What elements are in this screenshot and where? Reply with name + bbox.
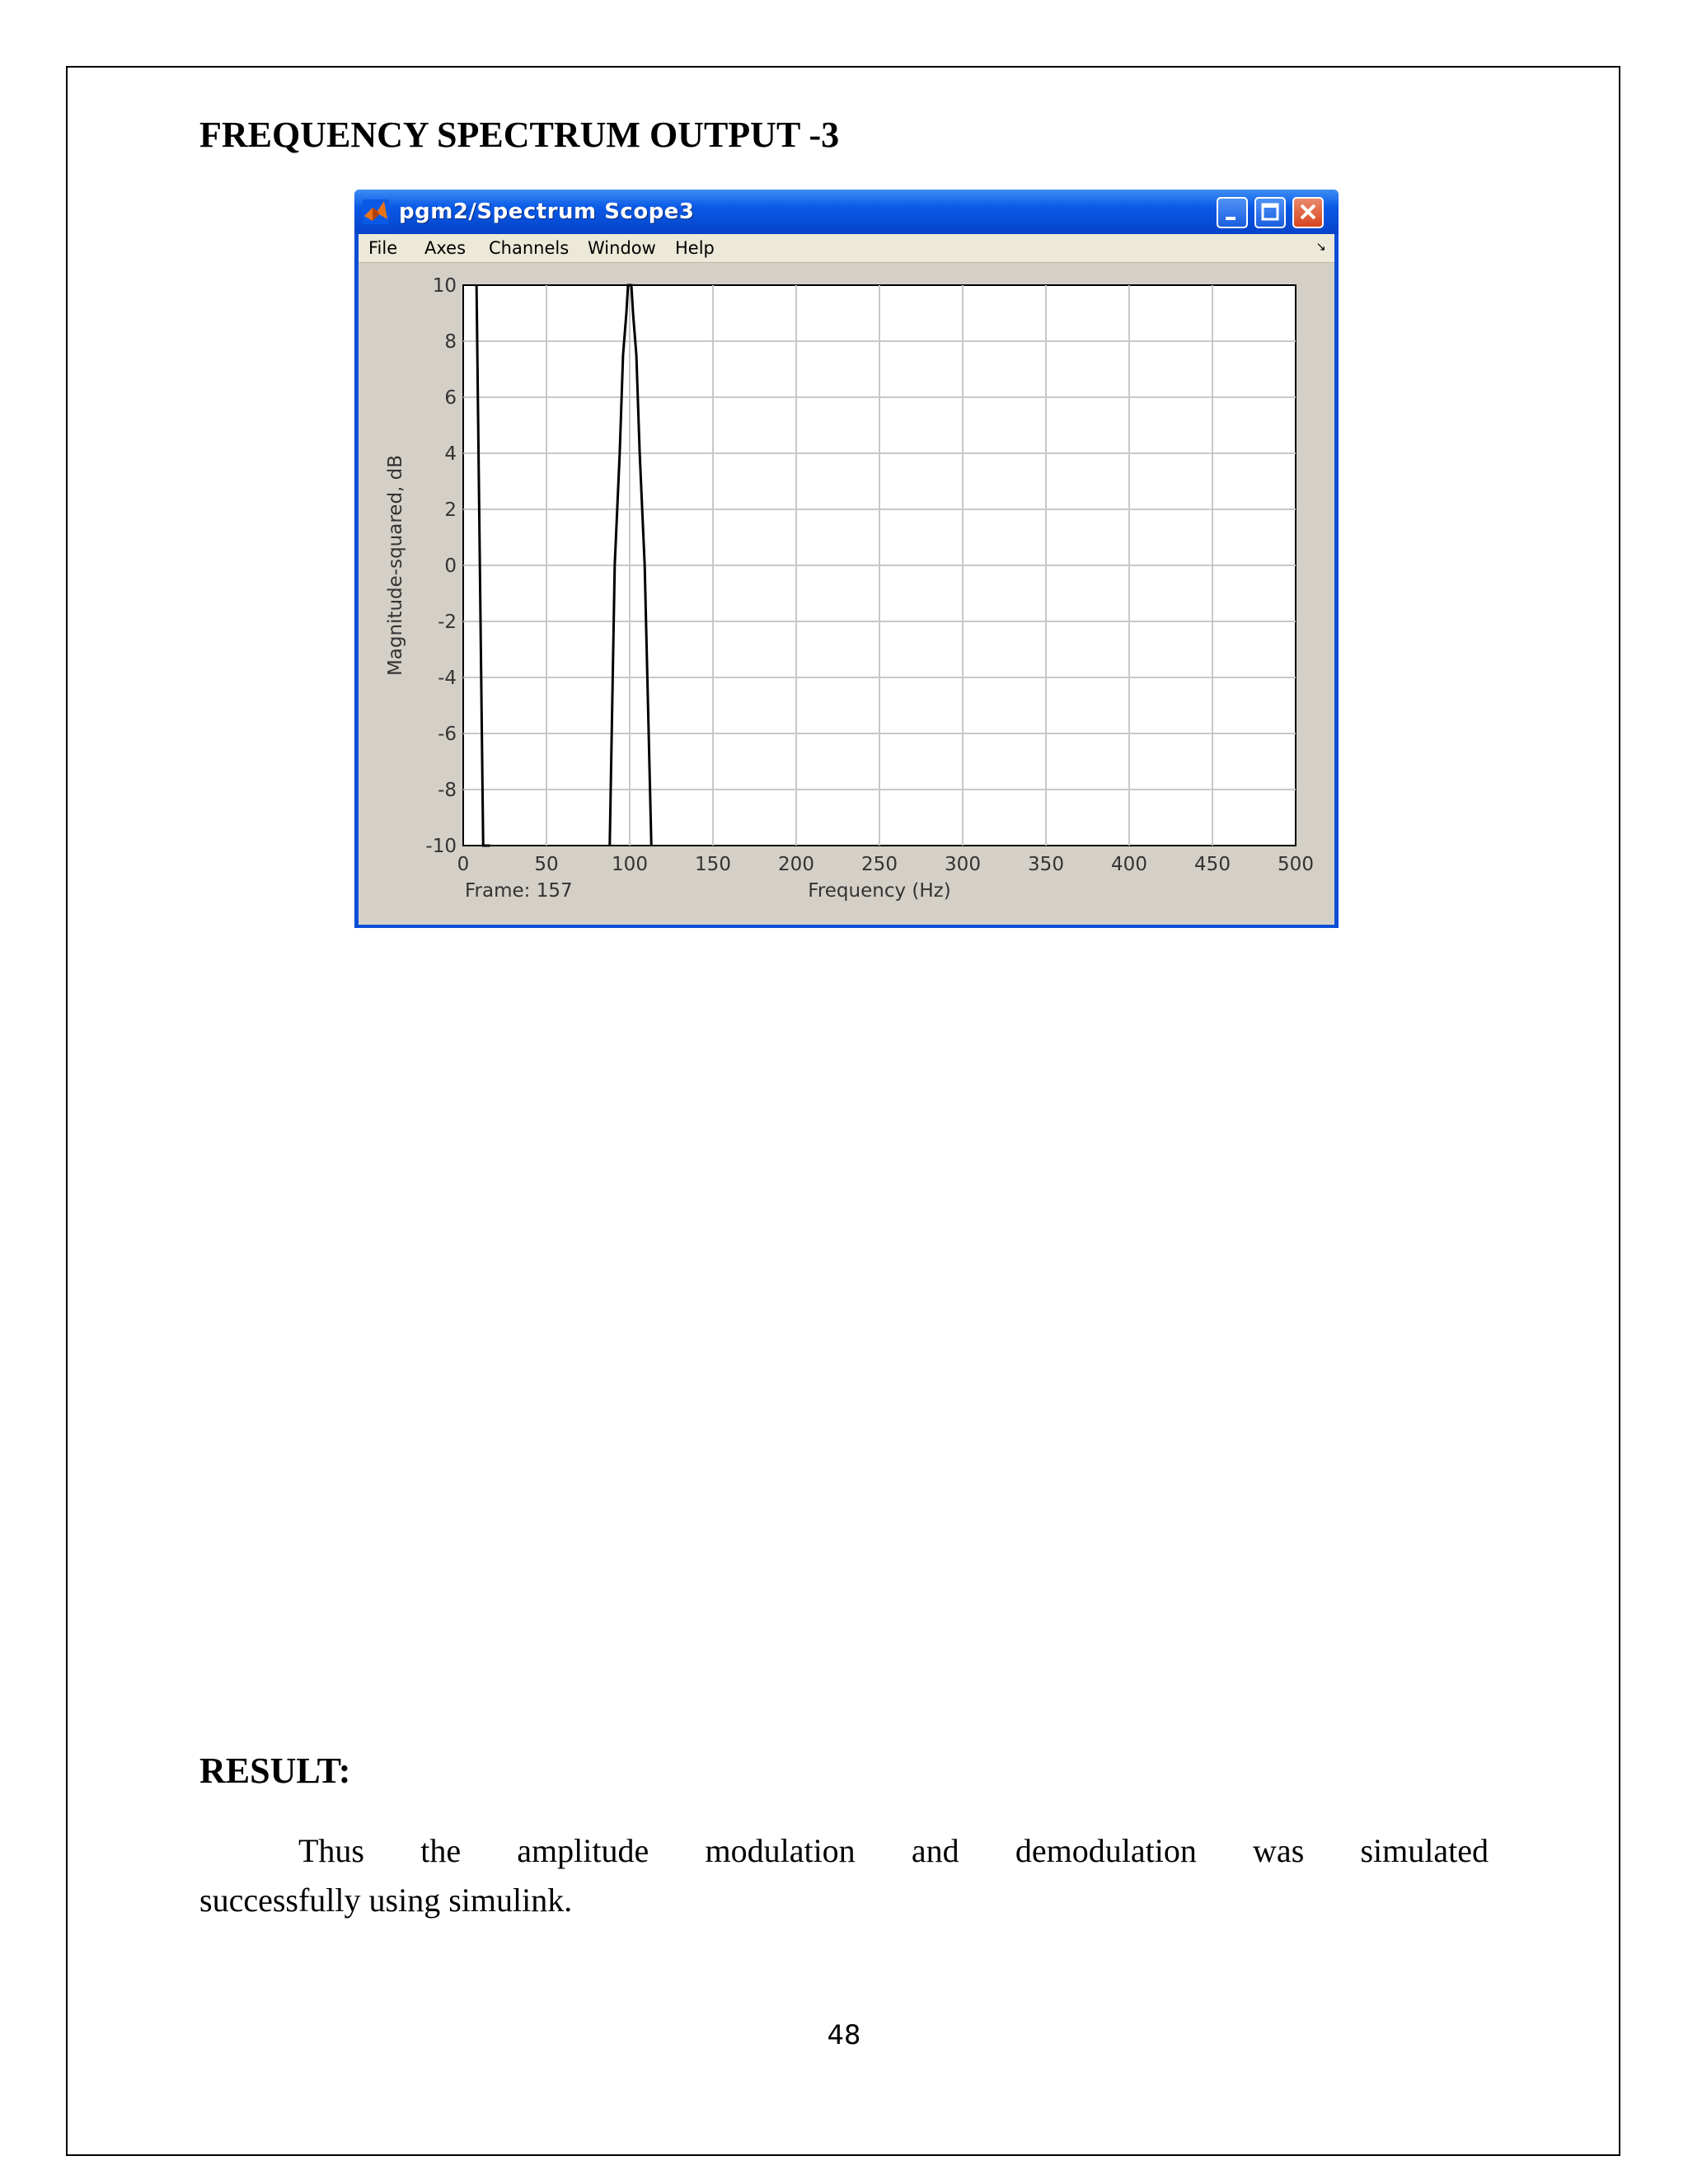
result-text-line2: successfully using simulink. <box>199 1882 573 1919</box>
x-tick-label: 400 <box>1111 854 1147 875</box>
minimize-icon <box>1218 199 1246 227</box>
frame-status: Frame: 157 <box>465 880 573 902</box>
y-tick-label: -10 <box>425 836 457 857</box>
maximize-icon <box>1256 199 1284 227</box>
x-tick-label: 0 <box>457 854 470 875</box>
y-axis-label: Magnitude-squared, dB <box>385 454 406 677</box>
y-tick-label: 0 <box>444 555 457 577</box>
window-client <box>359 234 1334 925</box>
x-tick-label: 350 <box>1028 854 1064 875</box>
y-tick-label: 8 <box>444 331 457 353</box>
x-tick-label: 100 <box>612 854 648 875</box>
close-button[interactable] <box>1292 197 1324 228</box>
maximize-button[interactable] <box>1254 197 1286 228</box>
y-tick-label: 10 <box>432 275 457 297</box>
dock-arrow-icon[interactable]: ↘ <box>1315 239 1326 254</box>
y-tick-label: -4 <box>438 668 457 689</box>
x-tick-label: 250 <box>861 854 898 875</box>
x-tick-label: 300 <box>945 854 981 875</box>
close-icon <box>1294 199 1322 227</box>
matlab-icon <box>363 199 389 224</box>
x-tick-label: 50 <box>534 854 559 875</box>
menu-help[interactable]: Help <box>675 238 715 258</box>
y-tick-label: 4 <box>444 443 457 465</box>
y-tick-label: -6 <box>438 724 457 745</box>
menu-file[interactable]: File <box>368 238 398 258</box>
window-title: pgm2/Spectrum Scope3 <box>399 199 695 224</box>
spectrum-scope-window <box>354 190 1339 928</box>
y-tick-label: 2 <box>444 499 457 521</box>
y-tick-label: -2 <box>438 612 457 633</box>
spectrum-plot <box>359 262 1334 925</box>
page-number: 48 <box>827 2019 861 2050</box>
title-bar[interactable] <box>354 190 1339 234</box>
y-tick-label: 6 <box>444 387 457 409</box>
menu-axes[interactable]: Axes <box>424 238 467 258</box>
menu-channels[interactable]: Channels <box>489 238 570 258</box>
y-tick-label: -8 <box>438 780 457 801</box>
x-axis-label: Frequency (Hz) <box>808 880 951 902</box>
section-heading: FREQUENCY SPECTRUM OUTPUT -3 <box>199 115 840 155</box>
minimize-button[interactable] <box>1217 197 1248 228</box>
x-tick-label: 500 <box>1278 854 1314 875</box>
x-tick-label: 200 <box>778 854 814 875</box>
x-tick-label: 450 <box>1194 854 1231 875</box>
menu-window[interactable]: Window <box>588 238 656 258</box>
menu-bar <box>359 234 1334 263</box>
x-tick-label: 150 <box>695 854 731 875</box>
result-text-line1: Thus the amplitude modulation and demodulation was simulated <box>298 1832 1489 1869</box>
result-heading: RESULT: <box>199 1750 351 1791</box>
